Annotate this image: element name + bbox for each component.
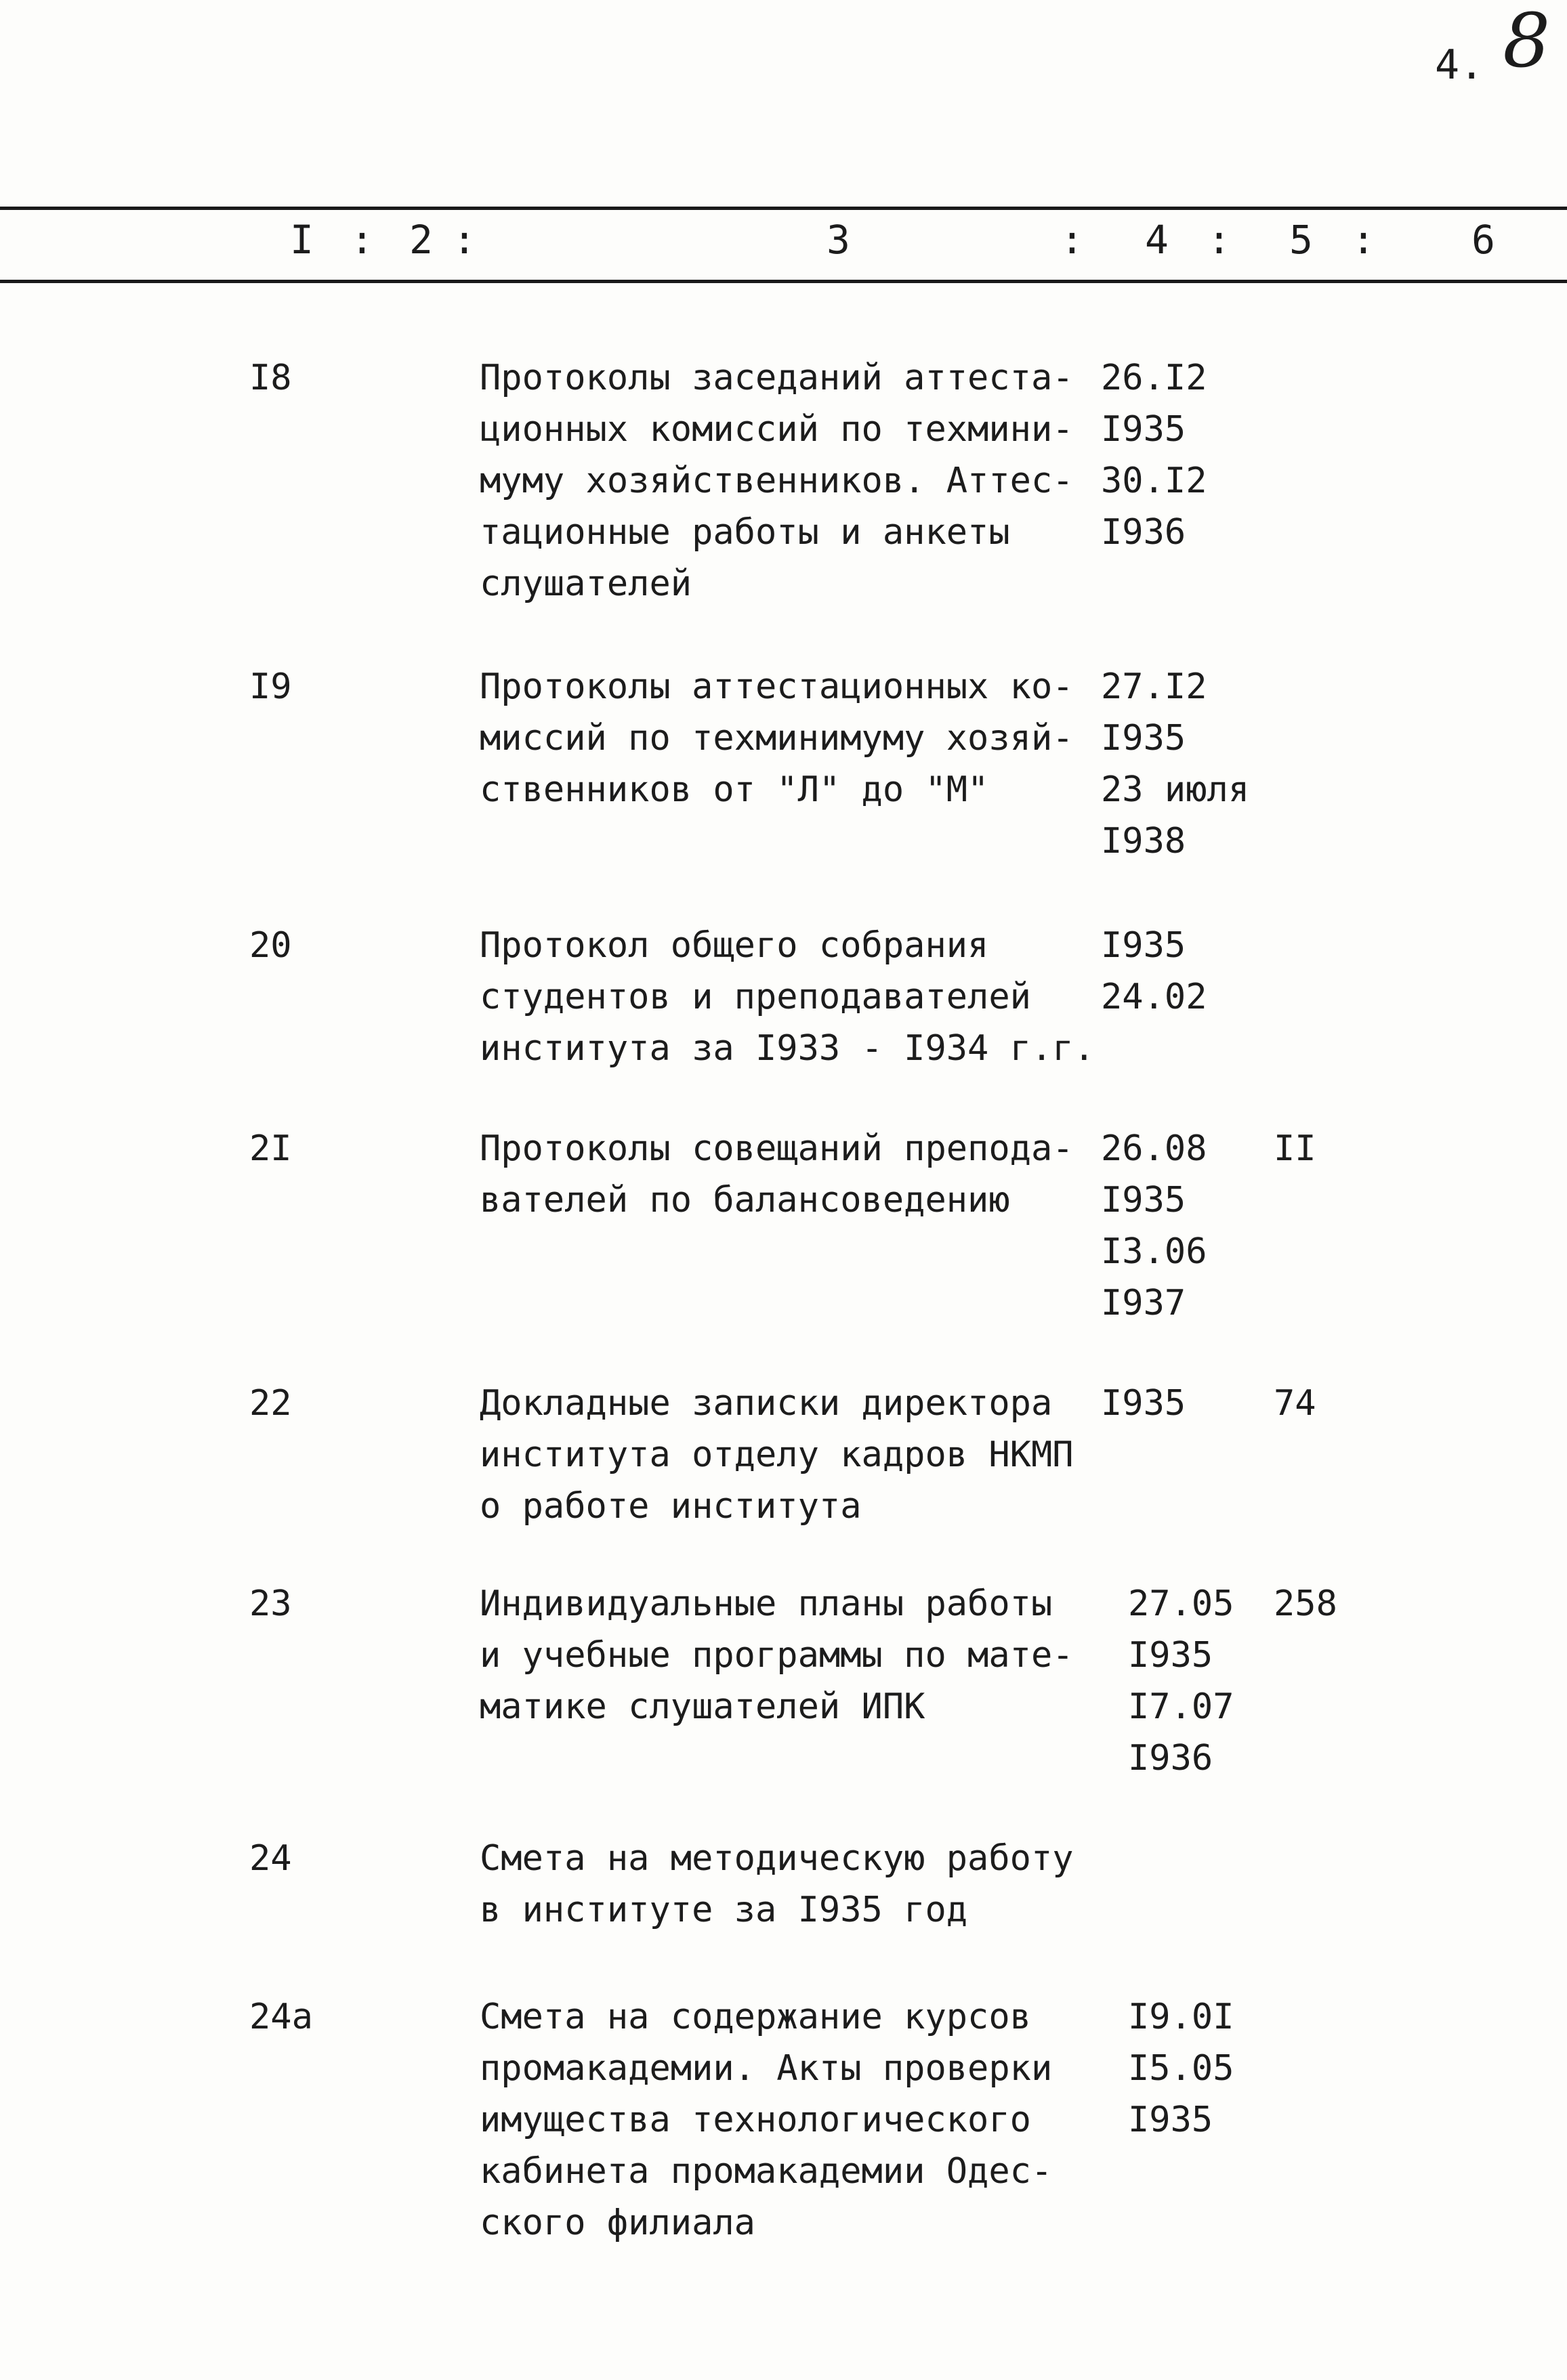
file-number: 24а <box>249 1997 313 2037</box>
file-title: Смета на содержание курсов промакадемии. Акты проверки имущества технологического кабинета промакадемии Одес- ского филиала <box>480 1997 1053 2243</box>
file-dates: I9.0I I5.05 I935 <box>1128 1997 1234 2140</box>
header-separator: : <box>350 217 374 263</box>
header-col-4: 4 <box>1145 217 1169 263</box>
file-title: Смета на методическую работу в институте за I935 год <box>480 1838 1074 1930</box>
file-number: 2I <box>249 1128 292 1169</box>
header-col-1: I <box>290 217 314 263</box>
file-dates: 26.I2 I935 30.I2 I936 <box>1101 358 1207 553</box>
page-number <box>1435 0 1551 92</box>
header-separator: : <box>1207 217 1231 263</box>
file-title: Индивидуальные планы работы и учебные программы по мате- матике слушателей ИПК <box>480 1584 1074 1727</box>
header-separator: : <box>1352 217 1375 263</box>
header-col-2: 2 <box>409 217 433 263</box>
header-col-6: 6 <box>1471 217 1495 263</box>
header-top-rule <box>0 207 1567 210</box>
file-title: Протоколы заседаний аттеста- ционных комиссий по техмини- муму хозяйственников. Аттес- тационные работы и анкеты слушателей <box>480 358 1074 604</box>
file-title: Протоколы совещаний препода- вателей по балансоведению <box>480 1128 1074 1220</box>
file-number: I9 <box>249 666 292 707</box>
file-title: Докладные записки директора института отделу кадров НКМП о работе института <box>480 1383 1074 1527</box>
file-number: I8 <box>249 358 292 398</box>
page-number-typed: 4. <box>1435 41 1484 89</box>
file-title: Протоколы аттестационных ко- миссий по техминимуму хозяй- ственников от "Л" до "М" <box>480 666 1074 810</box>
file-title: Протокол общего собрания студентов и преподавателей института за I933 - I934 г.г. <box>480 925 1095 1069</box>
file-dates: I935 <box>1101 1383 1186 1424</box>
header-col-3: 3 <box>827 217 850 263</box>
page-number-handwritten: 8 <box>1503 0 1551 84</box>
file-number: 23 <box>249 1584 292 1624</box>
file-dates: 27.05 I935 I7.07 I936 <box>1128 1584 1234 1779</box>
header-separator: : <box>453 217 476 263</box>
header-col-5: 5 <box>1289 217 1313 263</box>
file-number: 24 <box>249 1838 292 1879</box>
header-separator: : <box>1060 217 1084 263</box>
file-number: 20 <box>249 925 292 966</box>
file-dates: 27.I2 I935 23 июля I938 <box>1101 666 1250 862</box>
sheet-count: 258 <box>1274 1584 1337 1624</box>
file-dates: 26.08 I935 I3.06 I937 <box>1101 1128 1207 1323</box>
file-dates: I935 24.02 <box>1101 925 1207 1017</box>
sheet-count: 74 <box>1274 1383 1316 1424</box>
sheet-count: II <box>1274 1128 1316 1169</box>
file-number: 22 <box>249 1383 292 1424</box>
header-bottom-rule <box>0 280 1567 283</box>
